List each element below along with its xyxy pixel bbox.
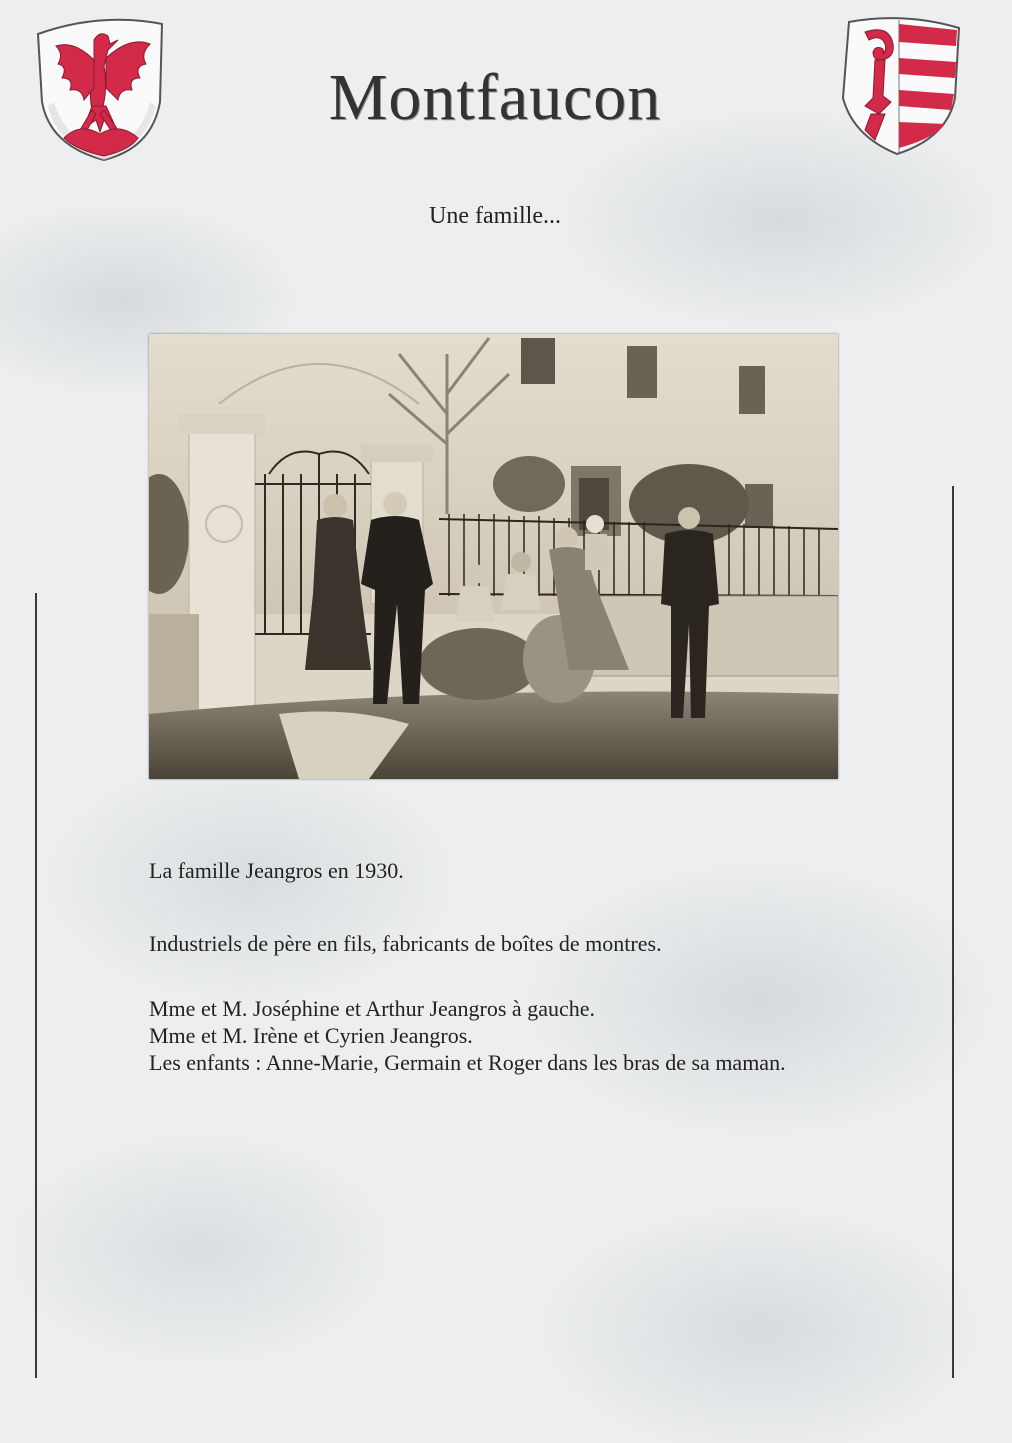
photo-caption: La famille Jeangros en 1930.	[149, 858, 404, 883]
family-photograph	[149, 334, 838, 779]
page-title: Montfaucon	[328, 61, 662, 134]
right-rule	[952, 486, 954, 1378]
bishop-crosier-coat-of-arms-icon	[835, 10, 961, 156]
page-subtitle: Une famille...	[429, 203, 561, 229]
names-line: Mme et M. Joséphine et Arthur Jeangros à gauche.	[149, 996, 595, 1021]
names-line: Mme et M. Irène et Cyrien Jeangros.	[149, 1023, 473, 1048]
industry-text: Industriels de père en fils, fabricants de boîtes de montres.	[149, 931, 662, 956]
left-rule	[35, 593, 37, 1378]
names-line: Les enfants : Anne-Marie, Germain et Roger dans les bras de sa maman.	[149, 1050, 786, 1075]
eagle-coat-of-arms-icon	[34, 10, 166, 162]
